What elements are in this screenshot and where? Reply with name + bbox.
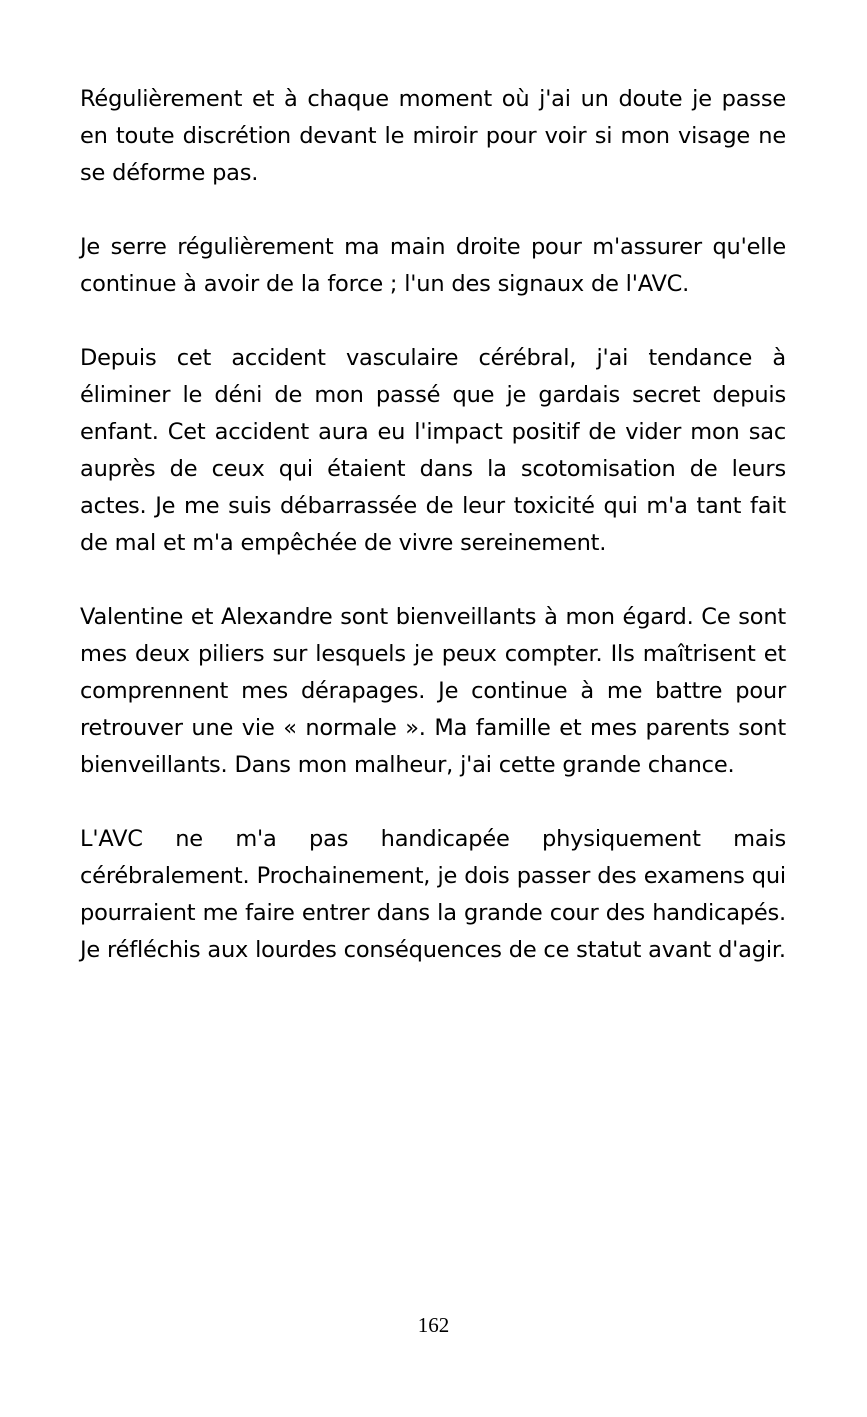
paragraph-handicap: L'AVC ne m'a pas handicapée physiquement mais cérébralement. Prochainement, je dois passer des examens qui pourraient me faire entrer dans la grande cour des handicapés. Je réfléchis aux lourdes conséquences de ce statut avant d'agir. [80,826,786,963]
paragraph-mirror-check: Régulièrement et à chaque moment où j'ai un doute je passe en toute discrétion devant le miroir pour voir si mon visage ne se déforme pas. [80,86,786,186]
paragraph-denial: Depuis cet accident vasculaire cérébral, j'ai tendance à éliminer le déni de mon passé que je gardais secret depuis enfant. Cet accident aura eu l'impact positif de vider mon sac auprès de ceux qui étaient dans la scotomisation de leurs actes. Je me suis débarrassée de leur toxicité qui m'a tant fait de mal et m'a empêchée de vivre sereinement. [80,345,786,556]
paragraph-hand-strength: Je serre régulièrement ma main droite pour m'assurer qu'elle continue à avoir de la force ; l'un des signaux de l'AVC. [80,234,786,297]
page-number: 162 [417,1313,450,1337]
page-body [80,81,786,1006]
paragraph-support: Valentine et Alexandre sont bienveillants à mon égard. Ce sont mes deux piliers sur lesquels je peux compter. Ils maîtrisent et comprennent mes dérapages. Je continue à me battre pour retrouver une vie « normale ». Ma famille et mes parents sont bienveillants. Dans mon malheur, j'ai cette grande chance. [80,604,786,778]
